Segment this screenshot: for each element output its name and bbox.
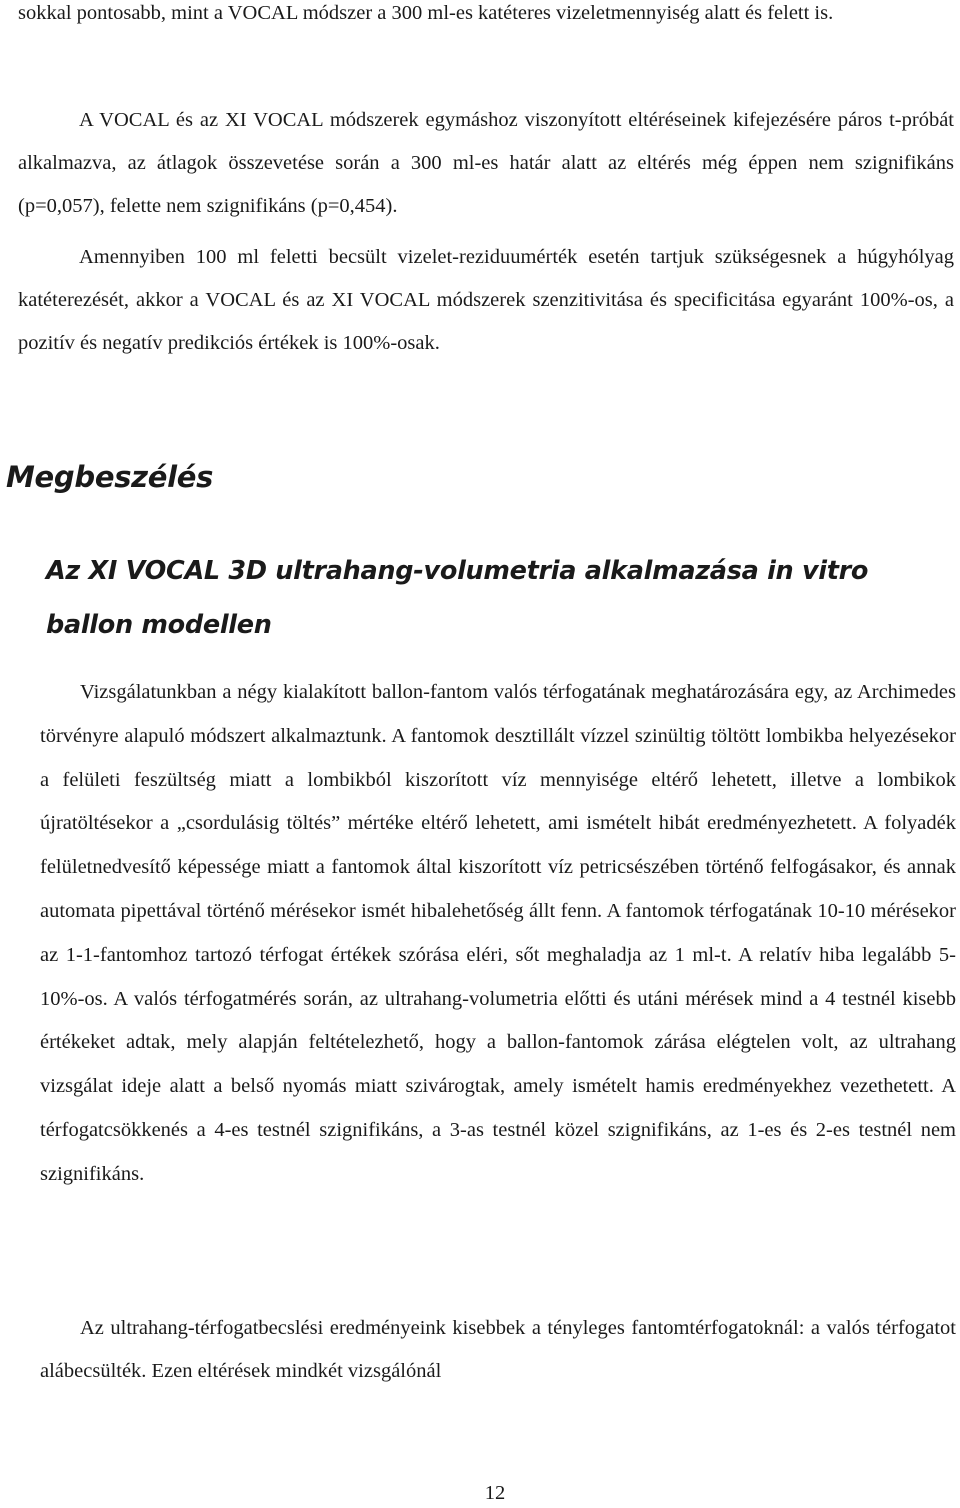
- section-heading: Megbeszélés: [6, 460, 214, 494]
- subsection-heading: Az XI VOCAL 3D ultrahang-volumetria alkalmazása in vitro ballon modellen: [46, 556, 869, 640]
- paragraph-3: Amennyiben 100 ml feletti becsült vizelet-reziduumérték esetén tartjuk szükségesnek a húgyhólyag katéterezését, akkor a VOCAL és az XI VOCAL módszerek szenzitivitása és specificitása egyaránt 100%-os, a pozitív és negatív predikciós értékek is 100%-osak.: [18, 246, 954, 354]
- page-number: 12: [484, 1482, 506, 1504]
- paragraph-2: A VOCAL és az XI VOCAL módszerek egymáshoz viszonyított eltéréseinek kifejezésére páros t-próbát alkalmazva, az átlagok összevetése során a 300 ml-es határ alatt az eltérés még éppen nem szignifikáns (p=0,057), felette nem szignifikáns (p=0,454).: [18, 109, 954, 217]
- paragraph-5: Az ultrahang-térfogatbecslési eredményeink kisebbek a tényleges fantomtérfogatoknál: a valós térfogatot alábecsülték. Ezen eltérések mindkét vizsgálónál: [40, 1317, 956, 1382]
- paragraph-4: Vizsgálatunkban a négy kialakított ballon-fantom valós térfogatának meghatározására egy, az Archimedes törvényre alapuló módszert alkalmaztunk. A fantomok desztillált vízzel szinültig töltött lombikba helyezésekor a felületi feszültség miatt a lombikból kiszorított víz mennyisége eltérő lehetett, illetve a lombikok újratöltésekor a „csordulásig töltés” mértéke eltérő lehetett, ami ismételt hibát eredményezhetett. A folyadék felületnedvesítő képessége miatt a fantomok által kiszorított víz petricsészében történő felfogásakor, és annak automata pipettával történő mérésekor ismét hibalehetőség állt fenn. A fantomok térfogatának 10-10 mérésekor az 1-1-fantomhoz tartozó térfogat értékek szórása eléri, sőt meghaladja az 1 ml-t. A relatív hiba legalább 5-10%-os. A valós térfogatmérés során, az ultrahang-volumetria előtti és utáni mérések mind a 4 testnél kisebb értékeket adtak, mely alapján feltételezhető, hogy a ballon-fantomok zárása elégtelen volt, az ultrahang vizsgálat ideje alatt a belső nyomás miatt szivárogtak, amely ismételt hamis eredményekhez vezethetett. A térfogatcsökkenés a 4-es testnél szignifikáns, a 3-as testnél közel szignifikáns, az 1-es és 2-es testnél nem szignifikáns.: [40, 681, 956, 1185]
- paragraph-1: sokkal pontosabb, mint a VOCAL módszer a 300 ml-es katéteres vizeletmennyiség alatt és felett is.: [18, 2, 834, 24]
